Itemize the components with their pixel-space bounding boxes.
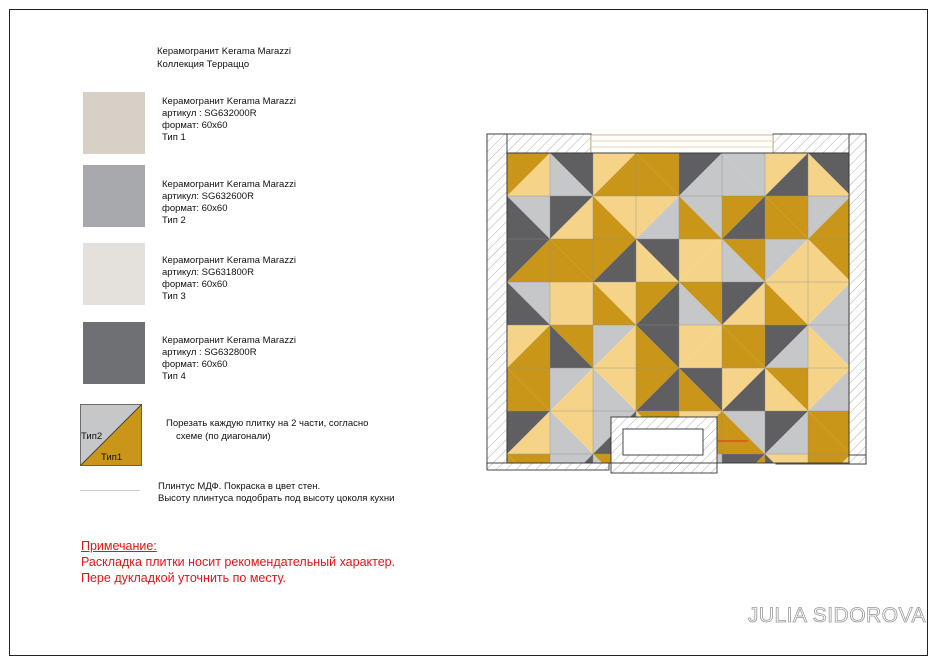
plinth-text1: Плинтус МДФ. Покраска в цвет стен. — [158, 481, 321, 492]
tile-half — [722, 454, 765, 485]
tile3-name: Керамогранит Kerama Marazzi — [162, 255, 296, 266]
tile4-format: формат: 60х60 — [162, 359, 228, 370]
plinth-symbol — [80, 490, 140, 491]
tile4-type: Тип 4 — [162, 371, 186, 382]
tile3-format: формат: 60х60 — [162, 279, 228, 290]
tile-swatch-type2 — [83, 165, 145, 227]
header-title: Керамогранит Kerama Marazzi — [157, 46, 291, 57]
brand-logo: JULIA SIDOROVA — [747, 604, 926, 627]
tile1-format: формат: 60х60 — [162, 120, 228, 131]
tile-half — [808, 454, 851, 485]
tile-swatch-type4 — [83, 322, 145, 384]
tile-swatch-type3 — [83, 243, 145, 305]
window — [591, 135, 773, 153]
plinth-text2: Высоту плинтуса подобрать под высоту цоколя кухни — [158, 493, 395, 504]
tile2-name: Керамогранит Kerama Marazzi — [162, 179, 296, 190]
floor-plan — [486, 133, 867, 485]
tile1-article: артикул : SG632000R — [162, 108, 257, 119]
tile1-name: Керамогранит Kerama Marazzi — [162, 96, 296, 107]
header-collection: Коллекция Терраццо — [157, 59, 250, 70]
tile2-format: формат: 60х60 — [162, 203, 228, 214]
tile2-type: Тип 2 — [162, 215, 186, 226]
cut-scheme-label-type2: Тип2 — [81, 431, 103, 442]
note-line1: Раскладка плитки носит рекомендательный характер. — [81, 555, 396, 569]
duct-opening — [623, 429, 703, 455]
cut-scheme-label-type1: Тип1 — [101, 452, 123, 463]
tile4-article: артикул : SG632800R — [162, 347, 257, 358]
tile1-type: Тип 1 — [162, 132, 186, 143]
cut-scheme-text1: Порезать каждую плитку на 2 части, согласно — [166, 418, 369, 429]
note-line2: Пере дукладкой уточнить по месту. — [81, 571, 286, 585]
tile3-type: Тип 3 — [162, 291, 186, 302]
tile3-article: артикул: SG631800R — [162, 267, 254, 278]
tile4-name: Керамогранит Kerama Marazzi — [162, 335, 296, 346]
cut-scheme-text2: схеме (по диагонали) — [176, 431, 271, 442]
note-title: Примечание: — [81, 539, 157, 553]
tile-half — [765, 454, 808, 485]
tile2-article: артикул: SG632600R — [162, 191, 254, 202]
tile-swatch-type1 — [83, 92, 145, 154]
